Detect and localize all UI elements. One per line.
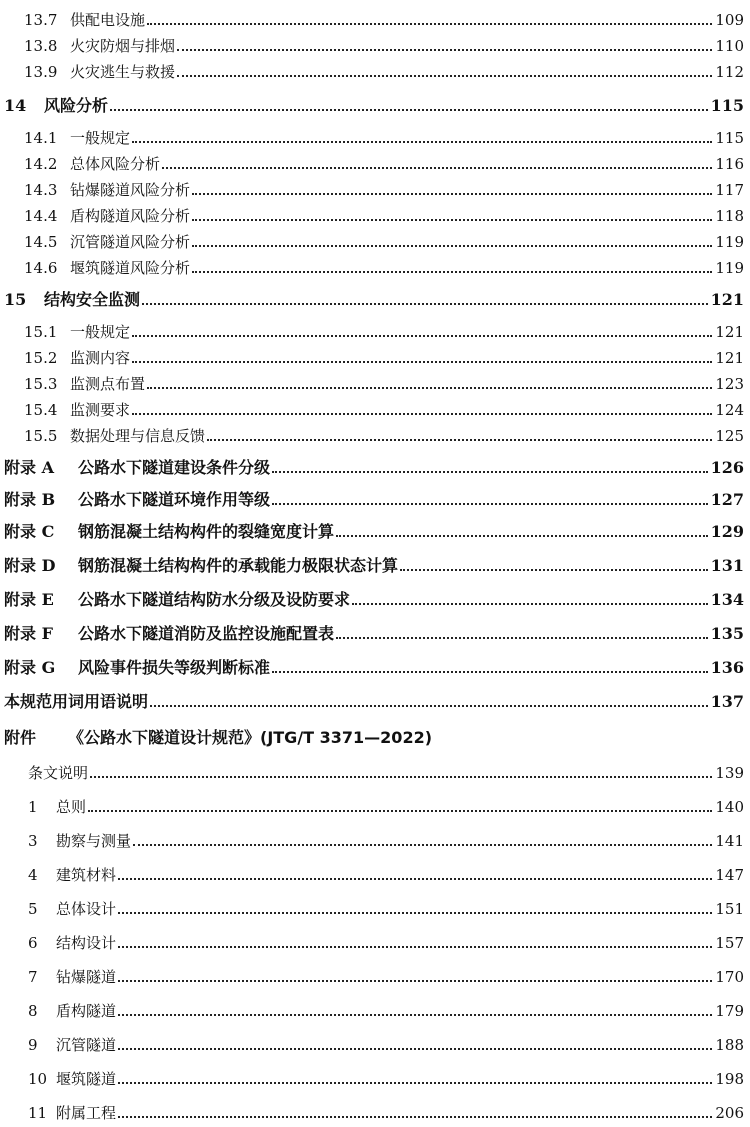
entry-number: 13.7	[24, 11, 58, 29]
entry-title: 总体风险分析	[70, 155, 161, 173]
appendix-page: 129	[710, 522, 744, 541]
entry-page: 119	[715, 259, 744, 277]
toc-appendix-b[interactable]	[0, 486, 750, 508]
entry-number: 10	[28, 1070, 48, 1088]
dot-leader	[132, 361, 712, 363]
appendix-title: 公路水下隧道建设条件分级	[78, 458, 271, 477]
toc-commentary-entry-3[interactable]	[0, 827, 750, 849]
entry-number: 1	[28, 798, 38, 816]
dot-leader	[192, 245, 712, 247]
toc-entry-14-5[interactable]	[0, 228, 750, 250]
dot-leader	[336, 535, 708, 537]
entry-page: 121	[715, 349, 744, 367]
entry-page: 147	[715, 866, 744, 884]
entry-number: 15.2	[24, 349, 58, 367]
usage-note-page: 137	[710, 692, 744, 711]
appendix-label: 附录 F	[4, 624, 53, 643]
attachment-label: 附件	[4, 728, 37, 747]
toc-commentary-entry-11[interactable]	[0, 1099, 750, 1121]
toc-usage-note[interactable]	[0, 688, 750, 710]
entry-number: 14.1	[24, 129, 58, 147]
dot-leader	[132, 335, 712, 337]
dot-leader	[400, 569, 708, 571]
toc-commentary-entry-10[interactable]	[0, 1065, 750, 1087]
entry-title: 沉管隧道	[56, 1036, 117, 1054]
dot-leader	[147, 23, 712, 25]
dot-leader	[272, 503, 708, 505]
entry-number: 7	[28, 968, 38, 986]
entry-number: 15.4	[24, 401, 58, 419]
dot-leader	[88, 810, 712, 812]
entry-page: 141	[715, 832, 744, 850]
dot-leader	[118, 980, 712, 982]
toc-commentary-entry-1[interactable]	[0, 793, 750, 815]
usage-note-title: 本规范用词用语说明	[4, 692, 149, 711]
chapter-title: 风险分析	[44, 96, 109, 115]
dot-leader	[192, 193, 712, 195]
toc-chapter-15[interactable]	[0, 286, 750, 308]
appendix-title: 公路水下隧道消防及监控设施配置表	[78, 624, 335, 643]
entry-page: 112	[715, 63, 744, 81]
dot-leader	[147, 387, 712, 389]
entry-page: 119	[715, 233, 744, 251]
chapter-page: 115	[710, 96, 744, 115]
entry-page: 121	[715, 323, 744, 341]
toc-commentary-entry-9[interactable]	[0, 1031, 750, 1053]
dot-leader	[110, 109, 708, 111]
toc-appendix-f[interactable]	[0, 620, 750, 642]
dot-leader	[272, 471, 708, 473]
appendix-title: 公路水下隧道结构防水分级及设防要求	[78, 590, 351, 609]
entry-page: 206	[715, 1104, 744, 1122]
appendix-label: 附录 D	[4, 556, 56, 575]
entry-page: 140	[715, 798, 744, 816]
entry-page: 110	[715, 37, 744, 55]
toc-entry-13-7[interactable]	[0, 6, 750, 28]
entry-number: 15.1	[24, 323, 58, 341]
entry-page: 151	[715, 900, 744, 918]
dot-leader	[142, 303, 708, 305]
entry-number: 13.9	[24, 63, 58, 81]
toc-entry-14-3[interactable]	[0, 176, 750, 198]
entry-number: 4	[28, 866, 38, 884]
appendix-title: 钢筋混凝土结构构件的承载能力极限状态计算	[78, 556, 399, 575]
entry-title: 供配电设施	[70, 11, 146, 29]
dot-leader	[272, 671, 708, 673]
entry-title: 结构设计	[56, 934, 117, 952]
entry-title: 附属工程	[56, 1104, 117, 1122]
dot-leader	[118, 946, 712, 948]
chapter-title: 结构安全监测	[44, 290, 141, 309]
entry-title: 监测要求	[70, 401, 131, 419]
dot-leader	[177, 75, 712, 77]
dot-leader	[207, 439, 712, 441]
entry-page: 109	[715, 11, 744, 29]
dot-leader	[118, 1048, 712, 1050]
dot-leader	[133, 844, 712, 846]
entry-page: 125	[715, 427, 744, 445]
appendix-label: 附录 C	[4, 522, 55, 541]
toc-entry-14-4[interactable]	[0, 202, 750, 224]
dot-leader	[132, 413, 712, 415]
entry-page: 123	[715, 375, 744, 393]
entry-title: 盾构隧道	[56, 1002, 117, 1020]
entry-page: 124	[715, 401, 744, 419]
entry-page: 118	[715, 207, 744, 225]
dot-leader	[118, 1014, 712, 1016]
toc-entry-15-5[interactable]	[0, 422, 750, 444]
toc-appendix-c[interactable]	[0, 518, 750, 540]
toc-entry-15-2[interactable]	[0, 344, 750, 366]
entry-title: 勘察与测量	[56, 832, 132, 850]
entry-title: 堰筑隧道风险分析	[70, 259, 191, 277]
dot-leader	[336, 637, 708, 639]
entry-title: 监测点布置	[70, 375, 146, 393]
entry-number: 5	[28, 900, 38, 918]
dot-leader	[192, 271, 712, 273]
appendix-label: 附录 B	[4, 490, 56, 509]
entry-number: 8	[28, 1002, 38, 1020]
toc-entry-14-6[interactable]	[0, 254, 750, 276]
entry-page: 116	[715, 155, 744, 173]
appendix-title: 公路水下隧道环境作用等级	[78, 490, 271, 509]
commentary-page: 139	[715, 764, 744, 782]
dot-leader	[90, 776, 712, 778]
appendix-page: 135	[710, 624, 744, 643]
entry-page: 198	[715, 1070, 744, 1088]
appendix-page: 127	[710, 490, 744, 509]
chapter-number: 15	[4, 290, 27, 309]
toc-appendix-g[interactable]	[0, 654, 750, 676]
appendix-page: 126	[710, 458, 744, 477]
toc-entry-13-8[interactable]	[0, 32, 750, 54]
dot-leader	[162, 167, 712, 169]
entry-number: 3	[28, 832, 38, 850]
toc-entry-15-3[interactable]	[0, 370, 750, 392]
toc-appendix-d[interactable]	[0, 552, 750, 574]
entry-title: 一般规定	[70, 129, 131, 147]
entry-number: 15.5	[24, 427, 58, 445]
entry-number: 14.2	[24, 155, 58, 173]
toc-attachment-heading[interactable]	[0, 724, 750, 746]
entry-number: 9	[28, 1036, 38, 1054]
entry-title: 总体设计	[56, 900, 117, 918]
dot-leader	[177, 49, 712, 51]
appendix-page: 131	[710, 556, 744, 575]
dot-leader	[118, 1082, 712, 1084]
entry-title: 钻爆隧道	[56, 968, 117, 986]
entry-number: 11	[28, 1104, 48, 1122]
toc-chapter-14[interactable]	[0, 92, 750, 114]
entry-number: 14.6	[24, 259, 58, 277]
appendix-title: 风险事件损失等级判断标准	[78, 658, 271, 677]
entry-page: 115	[715, 129, 744, 147]
attachment-title: 《公路水下隧道设计规范》(JTG/T 3371—2022)	[68, 728, 433, 747]
toc-appendix-e[interactable]	[0, 586, 750, 608]
entry-number: 14.4	[24, 207, 58, 225]
dot-leader	[132, 141, 712, 143]
toc-commentary-entry-5[interactable]	[0, 895, 750, 917]
entry-page: 117	[715, 181, 744, 199]
appendix-label: 附录 E	[4, 590, 54, 609]
toc-commentary-entry-7[interactable]	[0, 963, 750, 985]
entry-page: 179	[715, 1002, 744, 1020]
appendix-label: 附录 G	[4, 658, 56, 677]
toc-entry-15-1[interactable]	[0, 318, 750, 340]
entry-title: 总则	[56, 798, 87, 816]
chapter-page: 121	[710, 290, 744, 309]
entry-number: 14.3	[24, 181, 58, 199]
entry-title: 盾构隧道风险分析	[70, 207, 191, 225]
entry-number: 6	[28, 934, 38, 952]
toc-entry-14-2[interactable]	[0, 150, 750, 172]
entry-title: 沉管隧道风险分析	[70, 233, 191, 251]
dot-leader	[192, 219, 712, 221]
toc-commentary-entry-4[interactable]	[0, 861, 750, 883]
entry-page: 170	[715, 968, 744, 986]
entry-title: 一般规定	[70, 323, 131, 341]
commentary-title: 条文说明	[28, 764, 89, 782]
dot-leader	[118, 1116, 712, 1118]
entry-title: 监测内容	[70, 349, 131, 367]
appendix-page: 134	[710, 590, 744, 609]
chapter-number: 14	[4, 96, 27, 115]
toc-entry-13-9[interactable]	[0, 58, 750, 80]
toc-commentary-heading[interactable]	[0, 759, 750, 781]
dot-leader	[118, 878, 712, 880]
appendix-label: 附录 A	[4, 458, 54, 477]
appendix-title: 钢筋混凝土结构构件的裂缝宽度计算	[78, 522, 335, 541]
entry-number: 15.3	[24, 375, 58, 393]
toc-entry-14-1[interactable]	[0, 124, 750, 146]
toc-entry-15-4[interactable]	[0, 396, 750, 418]
dot-leader	[352, 603, 708, 605]
entry-title: 建筑材料	[56, 866, 117, 884]
entry-number: 13.8	[24, 37, 58, 55]
entry-title: 钻爆隧道风险分析	[70, 181, 191, 199]
toc-appendix-a[interactable]	[0, 454, 750, 476]
entry-page: 157	[715, 934, 744, 952]
appendix-page: 136	[710, 658, 744, 677]
entry-title: 数据处理与信息反馈	[70, 427, 206, 445]
dot-leader	[150, 705, 708, 707]
entry-page: 188	[715, 1036, 744, 1054]
toc-commentary-entry-8[interactable]	[0, 997, 750, 1019]
entry-number: 14.5	[24, 233, 58, 251]
dot-leader	[118, 912, 712, 914]
toc-commentary-entry-6[interactable]	[0, 929, 750, 951]
entry-title: 火灾逃生与救援	[70, 63, 176, 81]
entry-title: 堰筑隧道	[56, 1070, 117, 1088]
entry-title: 火灾防烟与排烟	[70, 37, 176, 55]
